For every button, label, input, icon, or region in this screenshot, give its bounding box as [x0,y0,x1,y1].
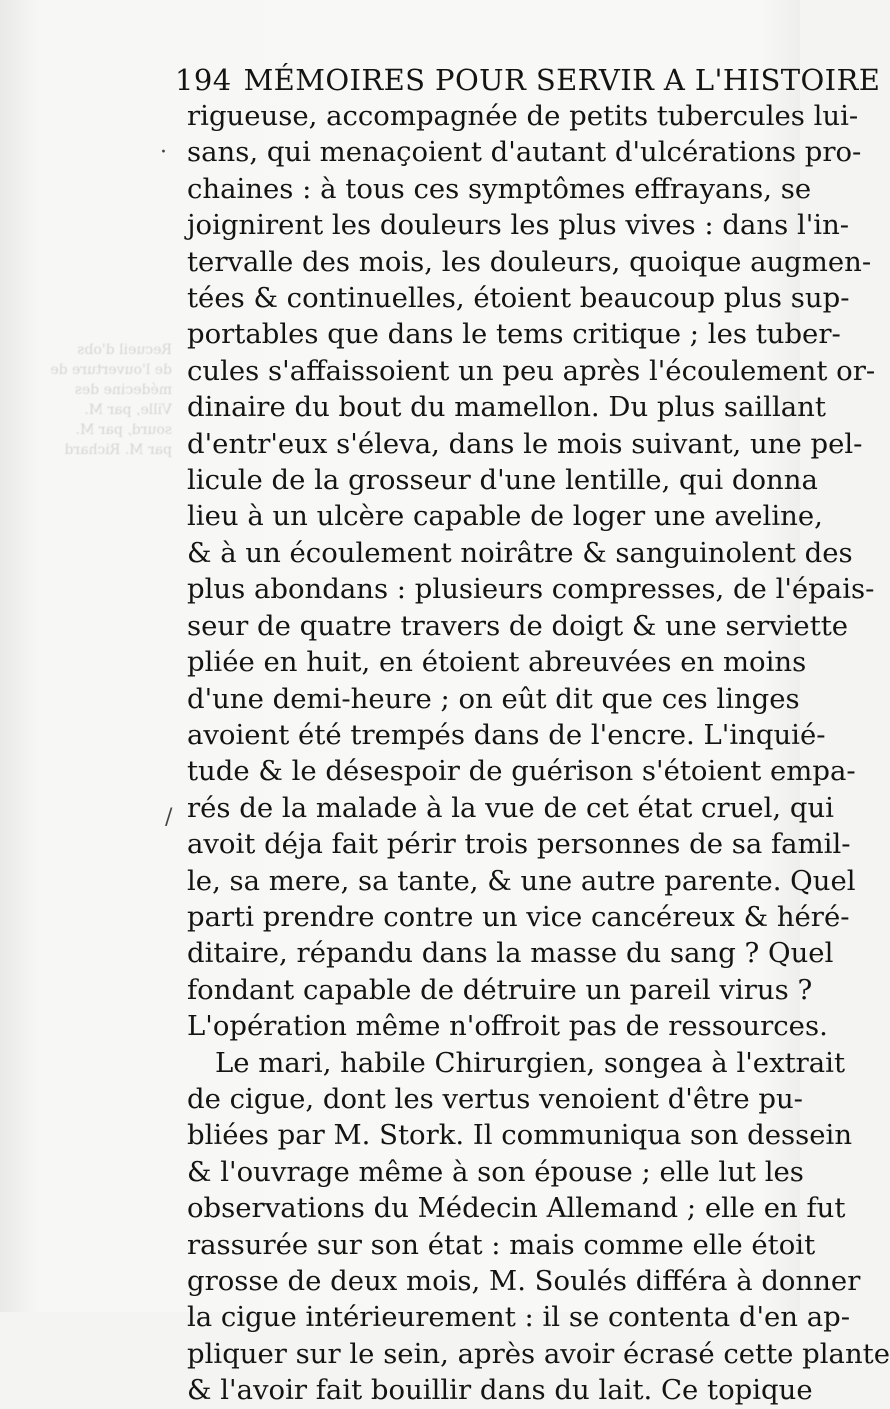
text-line: pliquer sur le sein, après avoir écrasé cette plante [187,1337,890,1370]
page-number: 194 [175,63,232,97]
text-body [187,98,890,1409]
show-through-text: Recueil d'obs de l'ouverture de médecine des Ville, par M. sourd, par M. par M. Richard [50,342,172,458]
text-line: seur de quatre travers de doigt & une serviette [187,609,849,642]
text-line: plus abondans : plusieurs compresses, de l'épais- [187,573,875,606]
text-line: observations du Médecin Allemand ; elle en fut [187,1192,846,1225]
text-line: dinaire du bout du mamellon. Du plus saillant [187,391,826,424]
text-line: & à un écoulement noirâtre & sanguinolent des [187,536,853,569]
text-line: chaines : à tous ces symptômes effrayans, se [187,172,812,205]
text-line: Le mari, habile Chirurgien, songea à l'extrait [215,1046,846,1079]
text-line: L'opération même n'offroit pas de ressources. [187,1010,828,1043]
text-line: pliée en huit, en étoient abreuvées en moins [187,646,807,679]
text-line: & l'avoir fait bouillir dans du lait. Ce topique [187,1374,813,1407]
text-line: & l'ouvrage même à son épouse ; elle lut les [187,1155,804,1188]
text-line: rassurée sur son état : mais comme elle étoit [187,1228,816,1261]
text-line: cules s'affaissoient un peu après l'écoulement or- [187,354,876,387]
text-line: licule de la grosseur d'une lentille, qui donna [187,464,818,497]
text-line: avoit déja fait périr trois personnes de sa famil- [187,828,851,861]
margin-tick: / [165,805,173,830]
text-line: rés de la malade à la vue de cet état cruel, qui [187,791,834,824]
text-line: rigueuse, accompagnée de petits tubercules lui- [187,100,859,132]
text-line: ditaire, répandu dans la masse du sang ? Quel [187,937,834,970]
text-line: avoient été trempés dans de l'encre. L'inquié- [187,718,826,751]
text-line: bliées par M. Stork. Il communiqua son dessein [187,1119,853,1152]
text-line: de cigue, dont les vertus venoient d'être pu- [187,1082,803,1115]
text-line: joignirent les douleurs les plus vives : dans l'in- [187,209,850,242]
text-line: tées & continuelles, étoient beaucoup plus sup- [187,282,850,315]
text-line: tude & le désespoir de guérison s'étoient empa- [187,755,856,788]
text-line: fondant capable de détruire un pareil virus ? [187,973,813,1006]
text-line: le, sa mere, sa tante, & une autre parente. Quel [187,864,856,897]
text-line: la cigue intérieurement : il se contenta d'en ap- [187,1301,851,1334]
text-line: portables que dans le tems critique ; les tuber- [187,318,841,351]
text-line: sans, qui menaçoient d'autant d'ulcérations pro- [187,136,862,169]
text-line: d'une demi-heure ; on eût dit que ces linges [187,682,800,715]
text-line: d'entr'eux s'éleva, dans le mois suivant, une pel- [187,427,863,460]
text-line: tervalle des mois, les douleurs, quoique augmen- [187,245,872,278]
running-title: MÉMOIRES POUR SERVIR A L'HISTOIRE [243,63,881,97]
text-line: grosse de deux mois, M. Soulés différa à donner [187,1265,861,1297]
text-line: lieu à un ulcère capable de loger une aveline, [187,500,823,533]
margin-dot: · [160,140,167,165]
text-line: parti prendre contre un vice cancéreux & héré- [187,900,850,933]
running-header [175,60,881,100]
